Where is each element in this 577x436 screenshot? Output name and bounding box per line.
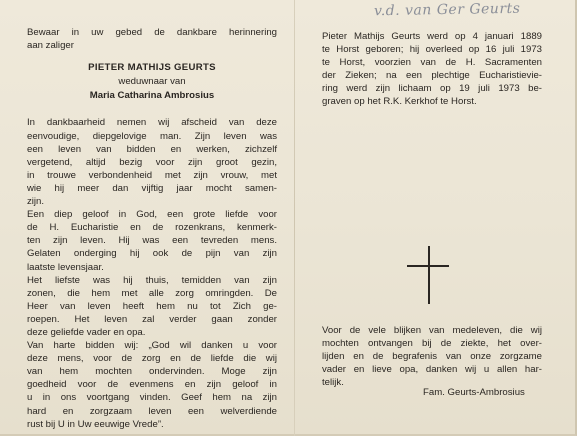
- spouse-name: Maria Catharina Ambrosius: [89, 90, 215, 102]
- handwritten-note: v.d. van Ger Geurts: [373, 0, 521, 20]
- biography-line: graven op het R.K. Kerkhof te Horst.: [322, 96, 477, 108]
- text-line: ten zijn leven. Hij was een tevreden mens.: [27, 235, 277, 247]
- thanks-line: vader en lieve opa, danken wij u allen har-: [322, 364, 542, 376]
- text-line: Het liefste was hij thuis, temidden van zijn: [27, 274, 277, 286]
- text-line: zonen, die hem met alle zorg omringden. De: [27, 287, 277, 299]
- thanks-line: Voor de vele blijken van medeleven, die wij: [322, 325, 542, 336]
- relation-text: weduwnaar van: [118, 76, 186, 88]
- text-line: deze geliefde vader en opa.: [27, 326, 146, 338]
- biography-line: Pieter Mathijs Geurts werd op 4 januari 1889: [322, 31, 542, 42]
- text-line: Van harte bidden wij: „God wil danken u voor: [27, 340, 277, 352]
- card-fold-line: [294, 0, 295, 436]
- text-line: goedheid voor de evenmens en zijn geloof in: [27, 379, 277, 391]
- left-panel: [27, 26, 277, 431]
- text-line: In dankbaarheid nemen wij afscheid van deze: [27, 117, 277, 129]
- text-line: eenvoudige, diepgelovige man. Zijn leven was: [27, 130, 277, 142]
- text-line: deze mens, voor de zorg en de liefde die wij: [27, 353, 277, 365]
- text-line: in trouwe verbondenheid met zijn vrouw, met: [27, 169, 277, 181]
- text-line: hard en zorgzaam leven een welverdiende: [27, 405, 277, 417]
- text-line: een leven van bidden en werken, zichzelf: [27, 143, 277, 155]
- text-line: wie hij meer dan vijftig jaar mocht samen-: [27, 182, 277, 194]
- text-line: zijn.: [27, 196, 45, 208]
- remembrance-text: [27, 116, 277, 430]
- cross-icon: [407, 246, 449, 304]
- biography-line: ring werd zijn lichaam op 19 juli 1973 be-: [322, 83, 542, 95]
- biography-line: te Horst, voorzien van de H. Sacramenten: [322, 57, 542, 69]
- biography-line: der Zieken; na een plechtige Eucharistievie-: [322, 70, 542, 82]
- text-line: roepen. Het leven zal verder gaan zonder: [27, 313, 277, 325]
- intro-text: [27, 26, 277, 52]
- text-line: van hem mochten ondervinden. Moge zijn: [27, 366, 277, 378]
- biography-line: te Horst geboren; hij overleed op 16 juli 1973: [322, 44, 542, 56]
- text-line: Heer van leven heeft hem nu tot Zich ge-: [27, 300, 277, 312]
- text-line: laatste levensjaar.: [27, 261, 104, 273]
- thanks-text: [322, 324, 542, 389]
- thanks-line: mochten ontvangen bij de ziekte, het over-: [322, 338, 542, 350]
- intro-line: Bewaar in uw gebed de dankbare herinnering: [27, 27, 277, 38]
- family-signature: Fam. Geurts-Ambrosius: [423, 387, 525, 398]
- text-line: vergetend, altijd bezig voor zijn groot gezin,: [27, 156, 277, 168]
- text-line: rust bij U in Uw eeuwige Vrede”.: [27, 418, 164, 430]
- text-line: Gelaten onderging hij ook de pijn van zijn: [27, 248, 277, 260]
- text-line: de H. Eucharistie en de rozenkrans, kenmerk-: [27, 222, 277, 234]
- right-panel: [322, 30, 542, 109]
- text-line: u in ons voortgang vinden. Geef hem na zijn: [27, 392, 277, 404]
- deceased-name: PIETER MATHIJS GEURTS: [88, 62, 216, 74]
- thanks-line: lijden en de begrafenis van onze zorgzame: [322, 351, 542, 363]
- thanks-line: telijk.: [322, 377, 344, 389]
- text-line: Een diep geloof in God, een grote liefde voor: [27, 209, 277, 221]
- intro-line: aan zaliger: [27, 40, 74, 52]
